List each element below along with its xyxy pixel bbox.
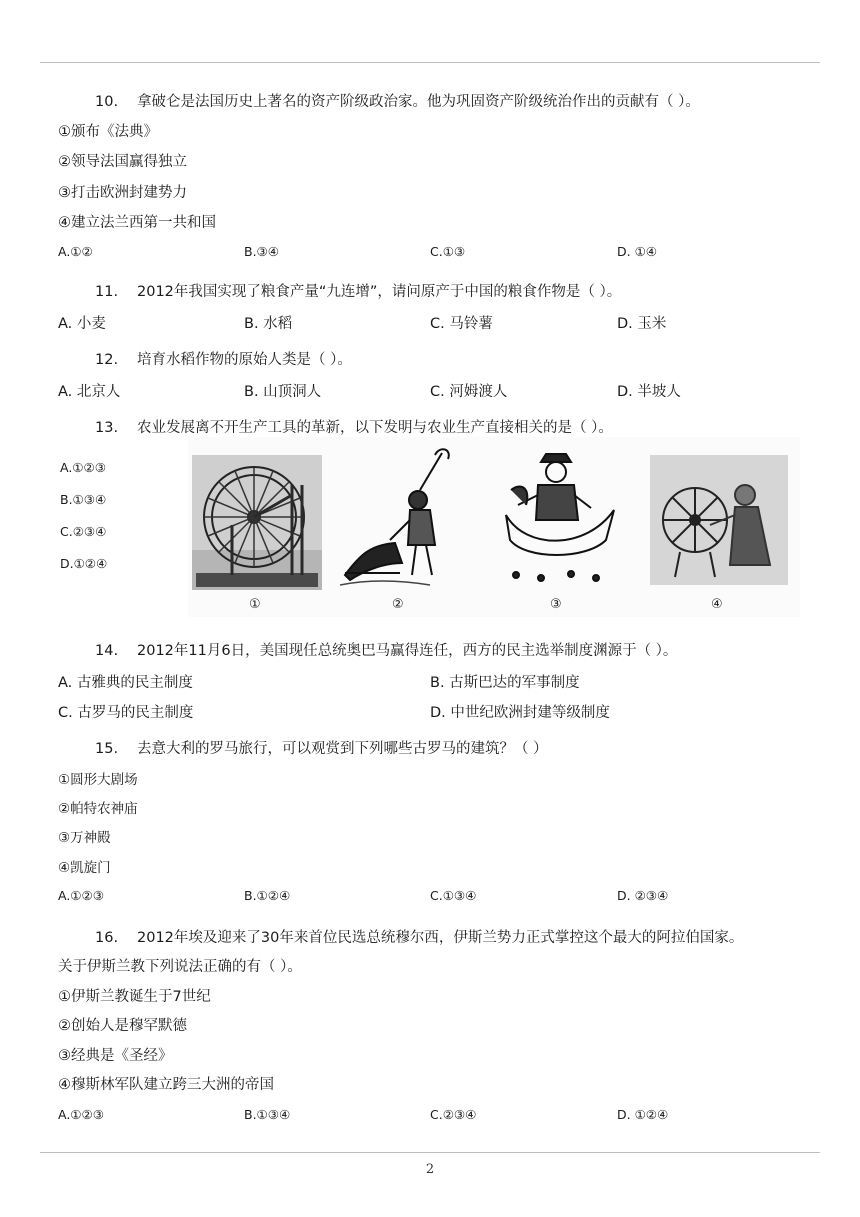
figure-caption-4: ④ (711, 597, 723, 612)
option-c: C. 古罗马的民主制度 (58, 705, 194, 721)
option-a: A.①② (58, 244, 93, 259)
question-number: 16. (95, 930, 119, 946)
option-a: A.①②③ (58, 888, 104, 903)
question-number: 14. (95, 643, 119, 659)
option-a: A.①②③ (58, 1107, 104, 1122)
question-number: 13. (95, 420, 119, 436)
option-b: B. 水稻 (244, 316, 293, 332)
option-c: C.②③④ (60, 524, 107, 539)
option-a: A. 北京人 (58, 384, 121, 400)
option-d: D. ①④ (617, 244, 657, 259)
question-11-stem: 11. 2012年我国实现了粮食产量“九连增”，请问原产于中国的粮食作物是（ ）。 (95, 284, 622, 300)
option-d: D. 玉米 (617, 316, 667, 332)
option-b: B. 古斯巴达的军事制度 (430, 675, 580, 691)
list-item: ②领导法国赢得独立 (58, 154, 187, 170)
option-d: D.①②④ (60, 556, 108, 571)
option-a: A. 古雅典的民主制度 (58, 675, 193, 691)
figure-caption-3: ③ (550, 597, 562, 612)
page-number: 2 (425, 1162, 435, 1177)
list-item: ③打击欧洲封建势力 (58, 185, 187, 201)
question-16-stem-continued: 关于伊斯兰教下列说法正确的有（ ）。 (58, 959, 302, 975)
waterwheel-photo (192, 455, 322, 590)
question-14-stem: 14. 2012年11月6日，美国现任总统奥巴马赢得连任，西方的民主选举制度渊源于（ ）。 (95, 643, 678, 659)
question-12-stem: 12. 培育水稻作物的原始人类是（ ）。 (95, 352, 352, 368)
list-item: ②创始人是穆罕默德 (58, 1018, 187, 1034)
option-d: D. 中世纪欧洲封建等级制度 (430, 705, 610, 721)
option-c: C. 河姆渡人 (430, 384, 508, 400)
option-b: B. 山顶洞人 (244, 384, 322, 400)
list-item: ④凯旋门 (58, 860, 111, 876)
question-number: 11. (95, 284, 119, 300)
option-b: B.①③④ (244, 1107, 291, 1122)
list-item: ①颁布《法典》 (58, 124, 158, 140)
footer-rule (40, 1152, 820, 1153)
figure-caption-2: ② (392, 597, 404, 612)
option-c: C.①③④ (430, 888, 477, 903)
list-item: ④建立法兰西第一共和国 (58, 215, 216, 231)
spinning-wheel-image (650, 455, 788, 585)
option-b: B.①②④ (244, 888, 291, 903)
list-item: ①圆形大剧场 (58, 772, 138, 788)
option-a: A. 小麦 (58, 316, 106, 332)
question-10-stem: 10. 拿破仑是法国历史上著名的资产阶级政治家。他为巩固资产阶级统治作出的贡献有（ ）。 (95, 94, 700, 110)
option-d: D. 半坡人 (617, 384, 681, 400)
question-number: 15. (95, 741, 119, 757)
question-16-stem: 16. 2012年埃及迎来了30年来首位民选总统穆尔西，伊斯兰势力正式掌控这个最大的阿拉伯国家。 (95, 930, 744, 946)
option-b: B.①③④ (60, 492, 107, 507)
boat-figure-drawing (496, 450, 626, 590)
plough-drawing (340, 445, 470, 590)
question-number: 10. (95, 94, 119, 110)
question-15-stem: 15. 去意大利的罗马旅行，可以观赏到下列哪些古罗马的建筑？（ ） (95, 741, 548, 757)
option-c: C. 马铃薯 (430, 316, 493, 332)
list-item: ②帕特农神庙 (58, 801, 138, 817)
option-d: D. ①②④ (617, 1107, 669, 1122)
question-13-stem: 13. 农业发展离不开生产工具的革新，以下发明与农业生产直接相关的是（ ）。 (95, 420, 613, 436)
figure-caption-1: ① (249, 597, 261, 612)
list-item: ③万神殿 (58, 830, 111, 846)
option-c: C.①③ (430, 244, 466, 259)
list-item: ③经典是《圣经》 (58, 1048, 173, 1064)
option-d: D. ②③④ (617, 888, 669, 903)
header-rule (40, 62, 820, 63)
option-c: C.②③④ (430, 1107, 477, 1122)
option-b: B.③④ (244, 244, 279, 259)
list-item: ①伊斯兰教诞生于7世纪 (58, 989, 211, 1005)
list-item: ④穆斯林军队建立跨三大洲的帝国 (58, 1077, 274, 1093)
option-a: A.①②③ (60, 460, 106, 475)
question-number: 12. (95, 352, 119, 368)
